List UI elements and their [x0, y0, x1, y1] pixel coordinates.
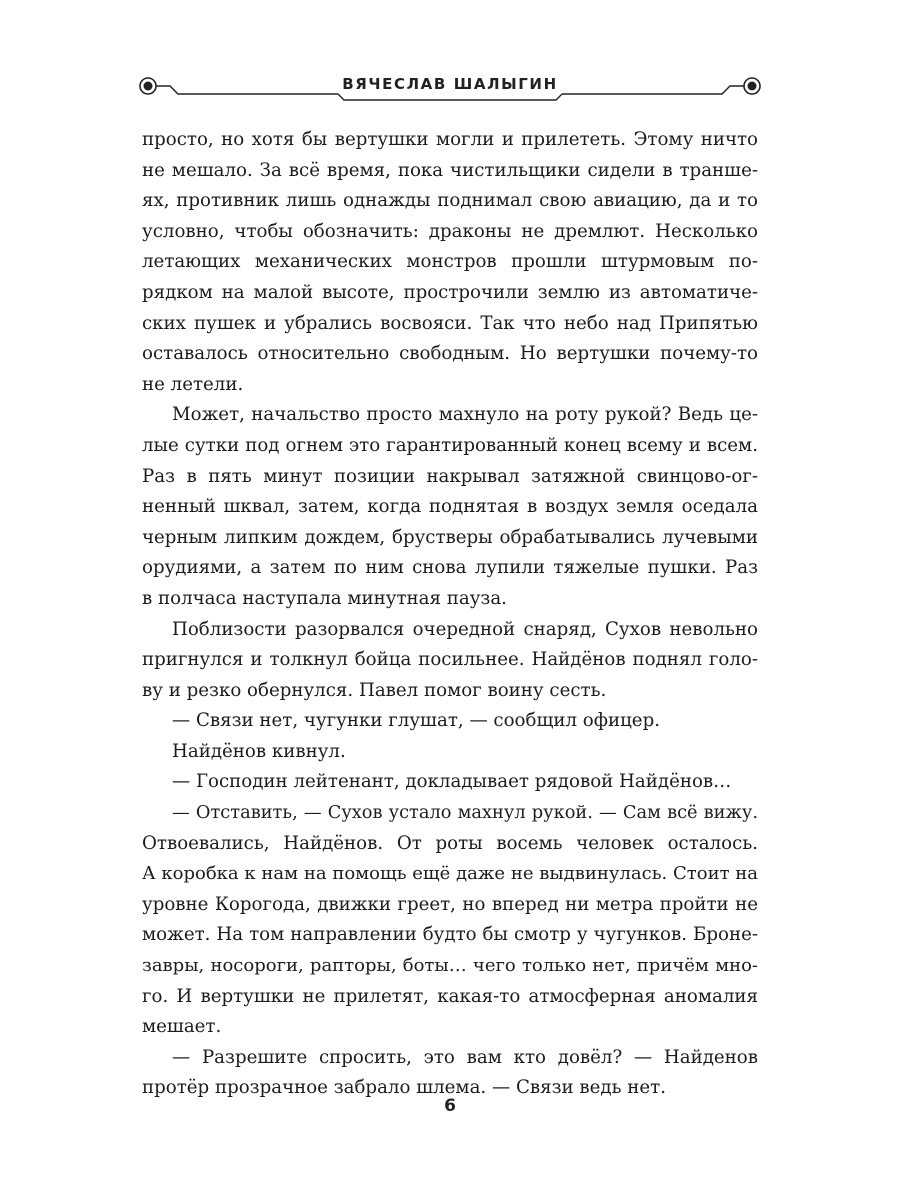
- text-line: орудиями, а затем по ним снова лупили тяжелые пушки. Раз: [142, 557, 758, 579]
- text-line: пригнулся и толкнул бойца посильнее. Найдёнов поднял голо-: [142, 649, 758, 671]
- text-line: — Отставить, — Сухов устало махнул рукой. — Сам всё вижу.: [172, 802, 758, 824]
- page-number: 6: [444, 1096, 456, 1116]
- text-line: черным липким дождем, брустверы обрабатывались лучевыми: [142, 526, 758, 548]
- text-line: Отвоевались, Найдёнов. От роты восемь человек осталось.: [142, 832, 758, 854]
- text-line: ву и резко обернулся. Павел помог воину сесть.: [142, 679, 607, 701]
- text-line: Раз в пять минут позиции накрывал затяжной свинцово-ог-: [142, 465, 758, 487]
- text-line: уровне Корогода, движки греет, но вперед ни метра пройти не: [142, 893, 758, 915]
- text-line: лые сутки под огнем это гарантированный конец всему и всем.: [142, 434, 758, 456]
- text-line: А коробка к нам на помощь ещё даже не выдвинулась. Стоит на: [142, 863, 758, 885]
- text-line: просто, но хотя бы вертушки могли и прилететь. Этому ничто: [142, 129, 758, 150]
- text-line: условно, чтобы обозначить: драконы не дремлют. Несколько: [142, 220, 758, 242]
- text-line: оставалось относительно свободным. Но вертушки почему-то: [142, 343, 758, 365]
- text-line: Найдёнов кивнул.: [172, 740, 346, 762]
- author-name: ВЯЧЕСЛАВ ШАЛЫГИН: [342, 75, 558, 93]
- text-line: летающих механических монстров прошли штурмовым по-: [142, 251, 758, 273]
- text-line: ненный шквал, затем, когда поднятая в воздух земля оседала: [142, 496, 758, 518]
- text-line: рядком на малой высоте, прострочили землю из автоматиче-: [142, 281, 758, 303]
- text-line: ях, противник лишь однажды поднимал свою авиацию, да и то: [142, 190, 758, 212]
- text-line: — Разрешите спросить, это вам кто довёл? — Найденов: [172, 1046, 758, 1068]
- body-text: [142, 125, 758, 1104]
- text-line: Может, начальство просто махнуло на роту рукой? Ведь це-: [172, 404, 758, 426]
- text-line: — Связи нет, чугунки глушат, — сообщил офицер.: [172, 710, 660, 732]
- text-line: не мешало. За всё время, пока чистильщики сидели в транше-: [142, 159, 758, 181]
- text-line: может. На том направлении будто бы смотр у чугунков. Броне-: [142, 924, 758, 946]
- text-line: — Господин лейтенант, докладывает рядовой Найдёнов…: [172, 771, 732, 793]
- text-line: завры, носороги, рапторы, боты… чего только нет, причём мно-: [142, 955, 758, 977]
- text-line: в полчаса наступала минутная пауза.: [142, 587, 507, 609]
- center-rule: [338, 94, 562, 100]
- text-line: протёр прозрачное забрало шлема. — Связи ведь нет.: [142, 1077, 667, 1099]
- text-line: го. И вертушки не прилетят, какая-то атмосферная аномалия: [142, 985, 758, 1007]
- running-header: [130, 68, 770, 112]
- text-line: мешает.: [142, 1016, 222, 1038]
- text-line: не летели.: [142, 373, 244, 395]
- text-line: ских пушек и убрались восвояси. Так что небо над Припятью: [142, 312, 758, 334]
- text-line: Поблизости разорвался очередной снаряд, Сухов невольно: [172, 618, 758, 640]
